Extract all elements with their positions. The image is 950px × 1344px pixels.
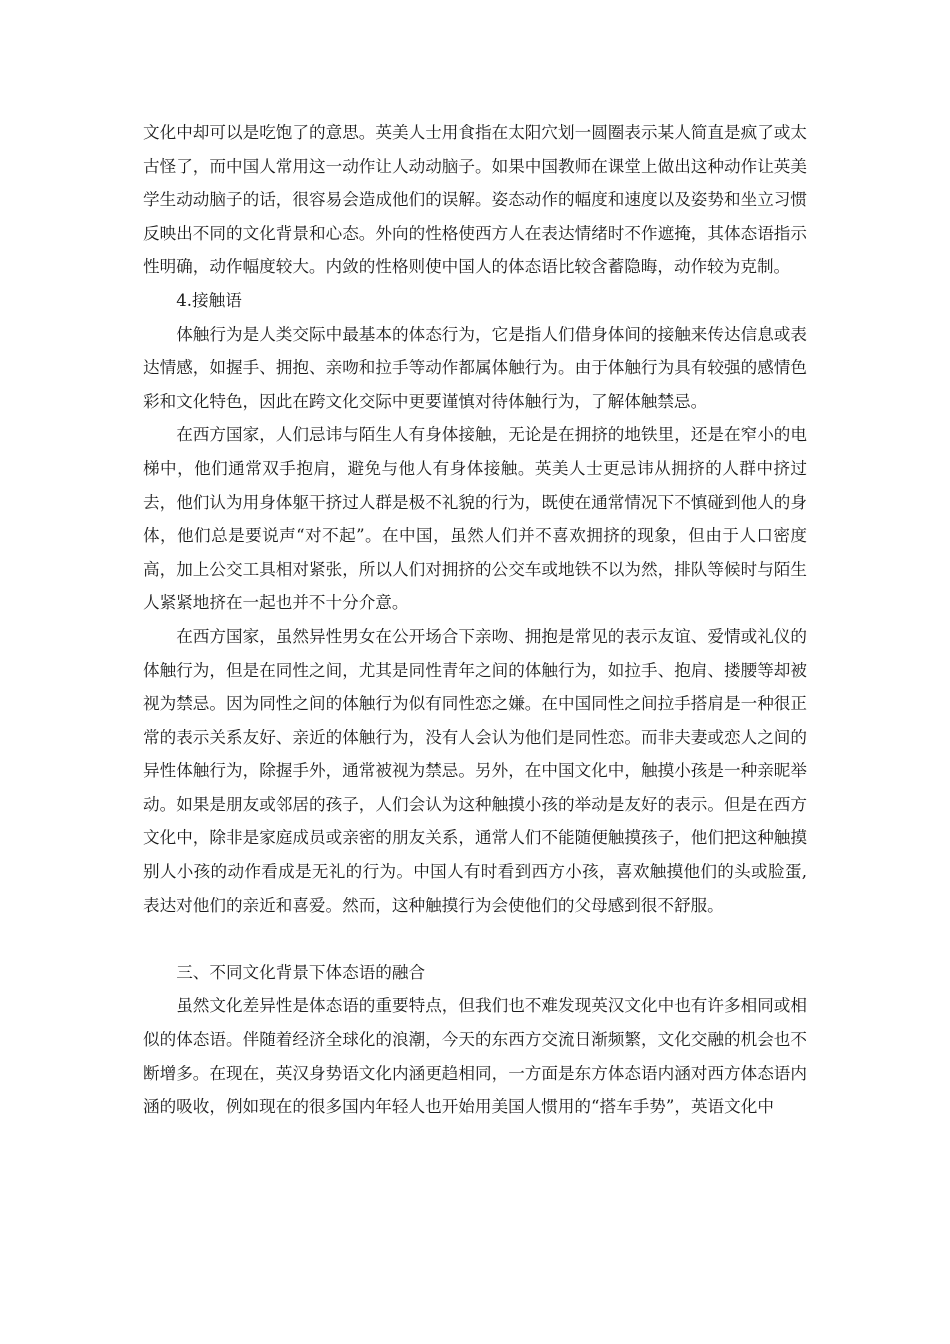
document-body <box>143 116 807 1124</box>
paragraph-same-sex-touch: 在西方国家，虽然异性男女在公开场合下亲吻、拥抱是常见的表示友谊、爱情或礼仪的体触行为，但是在同性之间，尤其是同性青年之间的体触行为，如拉手、抱肩、搂腰等却被视为禁忌。因为同性之间的体触行为似有同性恋之嫌。在中国同性之间拉手搭肩是一种很正常的表示关系友好、亲近的体触行为，没有人会认为他们是同性恋。而非夫妻或恋人之间的异性体触行为，除握手外，通常被视为禁忌。另外，在中国文化中，触摸小孩是一种亲昵举动。如果是朋友或邻居的孩子，人们会认为这种触摸小孩的举动是友好的表示。但是在西方文化中，除非是家庭成员或亲密的朋友关系，通常人们不能随便触摸孩子，他们把这种触摸别人小孩的动作看成是无礼的行为。中国人有时看到西方小孩，喜欢触摸他们的头或脸蛋,表达对他们的亲近和喜爱。然而，这种触摸行为会使他们的父母感到很不舒服。 <box>143 626 807 915</box>
paragraph-western-personal-space: 在西方国家，人们忌讳与陌生人有身体接触，无论是在拥挤的地铁里，还是在窄小的电梯中，他们通常双手抱肩，避免与他人有身体接触。英美人士更忌讳从拥挤的人群中挤过去，他们认为用身体躯干挤过人群是极不礼貌的行为，既使在通常情况下不慎碰到他人的身体，他们总是要说声“对不起”。在中国，虽然人们并不喜欢拥挤的现象，但由于人口密度高，加上公交工具相对紧张，所以人们对拥挤的公交车或地铁不以为然，排队等候时与陌生人紧紧地挤在一起也并不十分介意。 <box>143 425 807 613</box>
subheading-contact-language: 4.接触语 <box>176 290 242 310</box>
paragraph-touch-behavior: 体触行为是人类交际中最基本的体态行为，它是指人们借身体间的接触来传达信息或表达情感，如握手、拥抱、亲吻和拉手等动作都属体触行为。由于体触行为具有较强的感情色彩和文化特色，因此在跨文化交际中更要谨慎对待体触行为，了解体触禁忌。 <box>143 324 807 411</box>
paragraph-culture-gestures: 文化中却可以是吃饱了的意思。英美人士用食指在太阳穴划一圆圈表示某人简直是疯了或太古怪了，而中国人常用这一动作让人动动脑子。如果中国教师在课堂上做出这种动作让英美学生动动脑子的话，很容易会造成他们的误解。姿态动作的幅度和速度以及姿势和坐立习惯反映出不同的文化背景和心态。外向的性格使西方人在表达情绪时不作遮掩，其体态语指示性明确，动作幅度较大。内敛的性格则使中国人的体态语比较含蓄隐晦，动作较为克制。 <box>143 123 807 277</box>
paragraph-body-language-fusion: 虽然文化差异性是体态语的重要特点，但我们也不难发现英汉文化中也有许多相同或相似的体态语。伴随着经济全球化的浪潮，今天的东西方交流日渐频繁，文化交融的机会也不断增多。在现在，英汉身势语文化内涵更趋相同，一方面是东方体态语内涵对西方体态语内涵的吸收，例如现在的很多国内年轻人也开始用美国人惯用的“搭车手势”，英语文化中 <box>143 996 807 1117</box>
section-spacer <box>143 922 807 956</box>
section-heading-fusion: 三、不同文化背景下体态语的融合 <box>176 962 426 982</box>
